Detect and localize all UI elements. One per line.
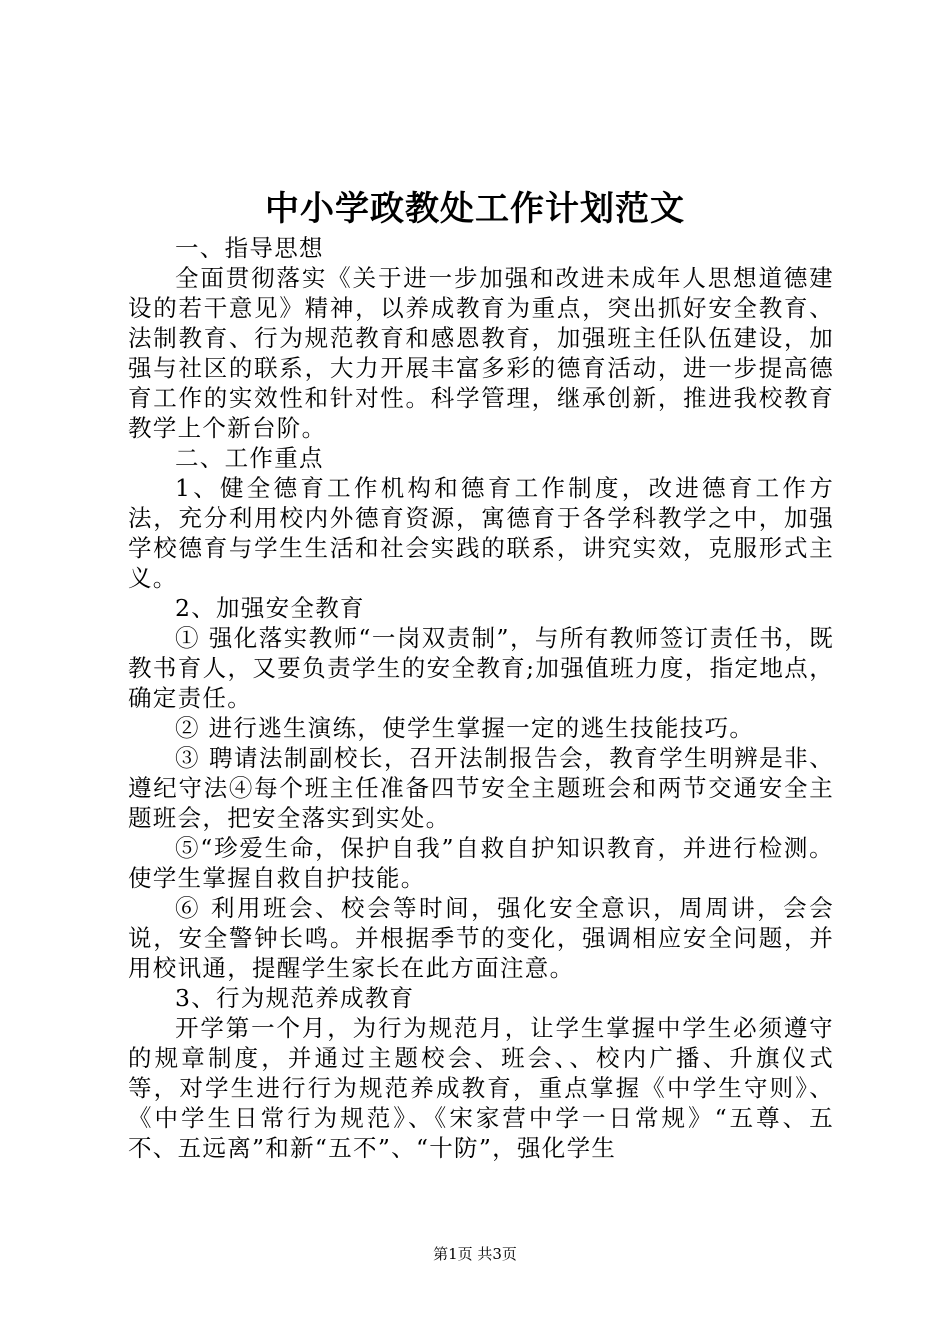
section-heading: 二、工作重点	[175, 444, 324, 472]
paragraph: ⑥ 利用班会、校会等时间，强化安全意识，周周讲，会会说，安全警钟长鸣。并根据季节的变化，强调相应安全问题，并用校讯通，提醒学生家长在此方面注意。	[128, 894, 834, 982]
subsection-heading: 3、行为规范养成教育	[175, 984, 415, 1012]
document-title: 中小学政教处工作计划范文	[265, 189, 685, 229]
paragraph: ② 进行逃生演练，使学生掌握一定的逃生技能技巧。	[175, 714, 755, 742]
document-body	[128, 233, 834, 1163]
paragraph: 1、健全德育工作机构和德育工作制度，改进德育工作方法，充分利用校内外德育资源，寓德育于各学科教学之中，加强学校德育与学生生活和社会实践的联系，讲究实效，克服形式主义。	[128, 474, 834, 592]
paragraph: 开学第一个月，为行为规范月，让学生掌握中学生必须遵守的规章制度，并通过主题校会、班会、、校内广播、升旗仪式等，对学生进行行为规范养成教育，重点掌握《中学生守则》、《中学生日常行为规范》、《宋家营中学一日常规》“五尊、五不、五远离”和新“五不”、“十防”，强化学生	[128, 1014, 834, 1162]
paragraph: 全面贯彻落实《关于进一步加强和改进未成年人思想道德建设的若干意见》精神，以养成教育为重点，突出抓好安全教育、法制教育、行为规范教育和感恩教育，加强班主任队伍建设，加强与社区的联系，大力开展丰富多彩的德育活动，进一步提高德育工作的实效性和针对性。科学管理，继承创新，推进我校教育教学上个新台阶。	[128, 264, 834, 442]
paragraph: ③ 聘请法制副校长，召开法制报告会，教育学生明辨是非、遵纪守法④每个班主任准备四节安全主题班会和两节交通安全主题班会，把安全落实到实处。	[128, 744, 834, 832]
paragraph: ⑤“珍爱生命，保护自我”自救自护知识教育，并进行检测。使学生掌握自救自护技能。	[128, 834, 834, 892]
subsection-heading: 2、加强安全教育	[175, 594, 365, 622]
page-footer	[0, 1244, 950, 1264]
paragraph: ① 强化落实教师“一岗双责制”，与所有教师签订责任书，既教书育人，又要负责学生的安全教育;加强值班力度，指定地点，确定责任。	[128, 624, 834, 712]
section-heading: 一、指导思想	[175, 234, 324, 262]
page-indicator: 第1页 共3页	[433, 1245, 517, 1263]
